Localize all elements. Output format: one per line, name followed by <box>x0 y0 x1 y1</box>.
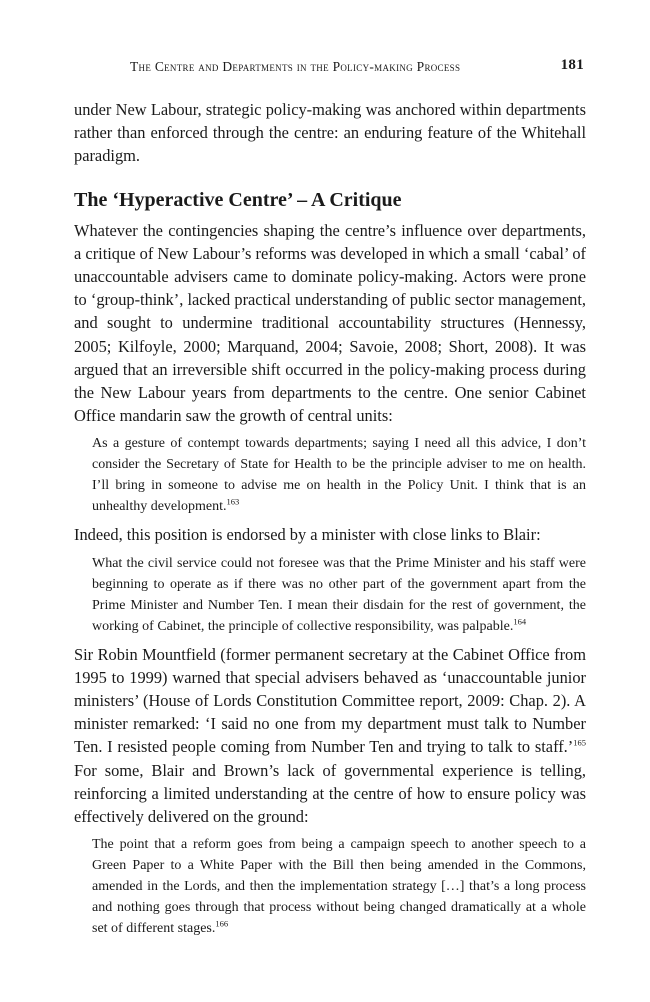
footnote-ref[interactable]: 165 <box>573 737 586 748</box>
quote-text: The point that a reform goes from being a campaign speech to another speech to a Green Paper to a White Paper with the Bill then being amended in the Commons, amended in the Lords, and then the implementation strategy […] that’s a long process and nothing goes through that process without being changed dramatically at a whole set of different stages. <box>92 837 586 937</box>
block-quote-mandarin <box>92 433 586 517</box>
footnote-ref[interactable]: 164 <box>513 615 527 626</box>
block-quote-minister <box>92 553 586 637</box>
quote-text: What the civil service could not foresee was that the Prime Minister and his staff were beginning to operate as if there was no other part of the government apart from the Prime Minister and Number Ten. I mean their disdain for the rest of government, the working of Cabinet, the principle of collective responsibility, was palpable. <box>92 555 586 634</box>
footnote-ref[interactable]: 163 <box>226 496 240 507</box>
paragraph-text: For some, Blair and Brown’s lack of governmental experience is telling, reinforcing a limited understanding at the centre of how to ensure policy was effectively delivered on the ground: <box>74 760 586 827</box>
paragraph-critique: Whatever the contingencies shaping the centre’s influence over departments, a critique of New Labour’s reforms was developed in which a small ‘cabal’ of unaccountable advisers came to dominate policy-making. Actors were prone to ‘group-think’, lacked practical understanding of public sector management, and sought to undermine traditional accountability structures (Hennessy, 2005; Kilfoyle, 2000; Marquand, 2004; Savoie, 2008; Short, 2008). It was argued that an irreversible shift occurred in the policy-making process during the New Labour years from departments to the centre. One senior Cabinet Office mandarin saw the growth of central units: <box>74 220 586 426</box>
book-page <box>74 56 586 945</box>
quote-text: As a gesture of contempt towards departments; saying I need all this advice, I don’t consider the Secretary of State for Health to be the principle adviser to me on health. I’ll bring in someone to advise me on health in the Policy Unit. I think that is an unhealthy development. <box>92 436 586 515</box>
page-number: 181 <box>560 57 584 73</box>
running-title: The Centre and Departments in the Policy-making Process <box>130 59 461 74</box>
paragraph-continued: under New Labour, strategic policy-making was anchored within departments rather than enforced through the centre: an enduring feature of the Whitehall paradigm. <box>74 100 586 166</box>
block-quote-reform <box>92 834 586 939</box>
paragraph-mountfield <box>74 643 586 829</box>
paragraph-text: Sir Robin Mountfield (former permanent secretary at the Cabinet Office from 1995 to 1999) warned that special advisers behaved as ‘unaccountable junior ministers’ (House of Lords Constitution Committee report, 2009: Chap. 2). A minister remarked: ‘I said no one from my department must talk to Number Ten. I resisted people coming from Number Ten and trying to talk to staff.’ <box>74 644 586 757</box>
footnote-ref[interactable]: 166 <box>215 918 229 929</box>
paragraph-minister-intro: Indeed, this position is endorsed by a minister with close links to Blair: <box>74 525 541 545</box>
section-heading: The ‘Hyperactive Centre’ – A Critique <box>74 188 402 211</box>
running-header <box>74 56 586 82</box>
